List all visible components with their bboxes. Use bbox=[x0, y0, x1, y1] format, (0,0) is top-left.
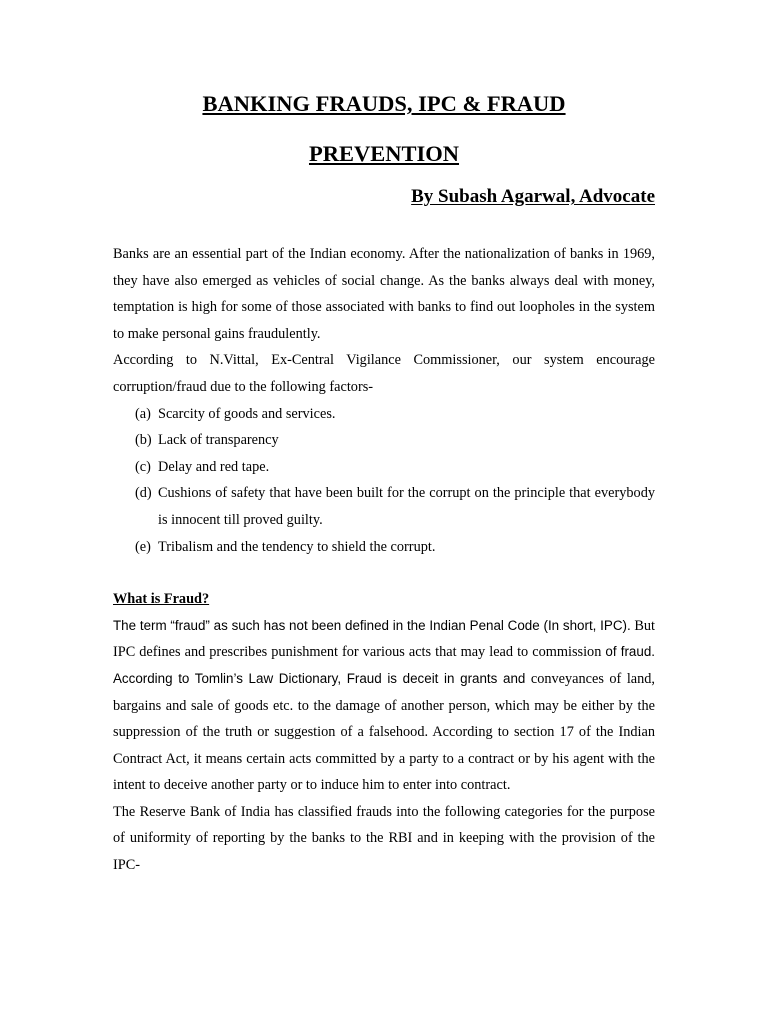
title-text-2: PREVENTION bbox=[308, 141, 460, 166]
list-item-text: Tribalism and the tendency to shield the corrupt. bbox=[158, 538, 436, 555]
list-item-text: Cushions of safety that have been built for the corrupt on the principle that everybody is innocent till proved guilty. bbox=[158, 485, 655, 528]
byline-text: By Subash Agarwal, Advocate bbox=[411, 186, 655, 207]
list-marker: (c) bbox=[135, 458, 151, 475]
vittal-paragraph: According to N.Vittal, Ex-Central Vigilance Commissioner, our system encourage corruption/fraud due to the following factors- bbox=[113, 352, 655, 395]
fraud-para-part-4: conveyances of land, bargains and sale of goods etc. to the damage of another person, which may be either by the suppression of the truth or suggestion of a falsehood. According to section 17 of the Indian Contract Act, it means certain acts committed by a party to a contract or by his agent with the intent to deceive another party or to induce him to enter into contract. bbox=[113, 670, 656, 794]
list-item bbox=[113, 454, 655, 481]
document-page bbox=[113, 90, 655, 879]
document-title-line-1 bbox=[113, 90, 655, 118]
fraud-section-heading: What is Fraud? bbox=[113, 591, 210, 608]
list-item-text: Scarcity of goods and services. bbox=[158, 405, 336, 422]
fraud-para-part-1: The term “fraud” as such has not been defined in the Indian Penal Code (In short, IPC). bbox=[113, 617, 631, 633]
list-item bbox=[113, 534, 655, 561]
list-marker: (b) bbox=[135, 432, 152, 449]
list-item-text: Delay and red tape. bbox=[158, 458, 270, 475]
list-item bbox=[113, 480, 655, 533]
list-marker: (d) bbox=[135, 485, 152, 502]
fraud-para-part-3: of fraud. According to Tomlin’s Law Dictionary, Fraud is deceit in grants and bbox=[113, 644, 655, 686]
rbi-paragraph: The Reserve Bank of India has classified frauds into the following categories for the purpose of uniformity of reporting by the banks to the RBI and in keeping with the provision of the IPC- bbox=[113, 803, 655, 874]
list-item bbox=[113, 427, 655, 454]
author-byline bbox=[113, 184, 655, 210]
list-marker: (e) bbox=[135, 538, 151, 555]
list-marker: (a) bbox=[135, 405, 151, 422]
intro-paragraph: Banks are an essential part of the Indian economy. After the nationalization of banks in 1969, they have also emerged as vehicles of social change. As the banks always deal with money, temptation is high for some of those associated with banks to find out loopholes in the system to make personal gains fraudulently. bbox=[113, 246, 655, 342]
list-item bbox=[113, 401, 655, 428]
list-item-text: Lack of transparency bbox=[158, 432, 279, 449]
document-title-line-2 bbox=[113, 140, 655, 168]
factors-list bbox=[113, 401, 655, 561]
fraud-para-part-2: But IPC defines and prescribes punishment for various acts that may lead to commission bbox=[113, 617, 656, 661]
title-text-1: BANKING FRAUDS, IPC & FRAUD bbox=[202, 91, 566, 116]
fraud-definition-paragraph bbox=[113, 613, 655, 799]
